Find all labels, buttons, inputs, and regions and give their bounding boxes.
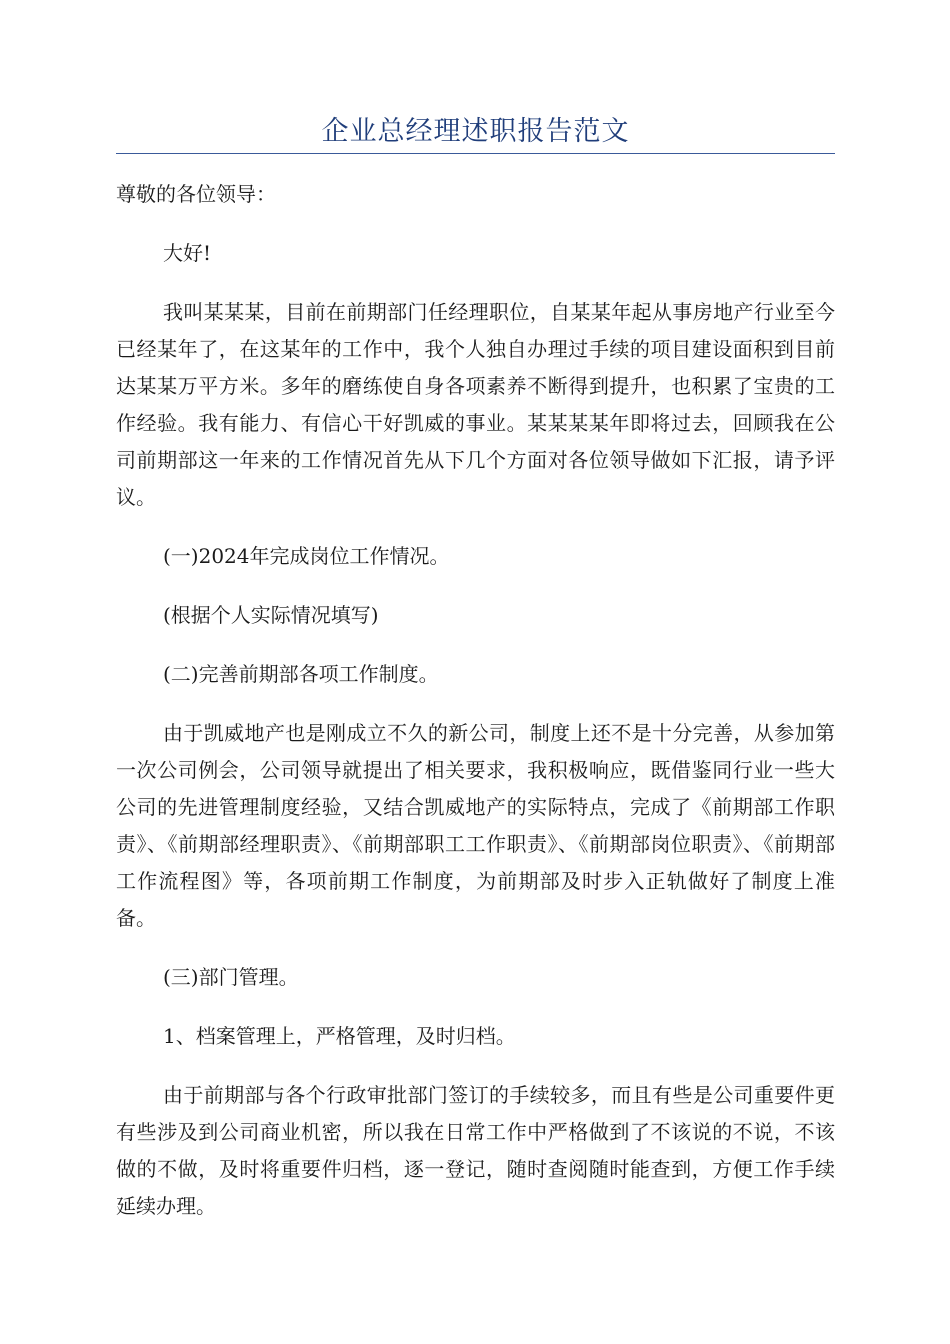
- salutation: 尊敬的各位领导：: [116, 182, 276, 206]
- sub-heading: 1、档案管理上，严格管理，及时归档。: [163, 1024, 516, 1048]
- section-heading: (二)完善前期部各项工作制度。: [163, 662, 439, 686]
- body-paragraph: 由于前期部与各个行政审批部门签订的手续较多，而且有些是公司重要件更有些涉及到公司商业机密，所以我在日常工作中严格做到了不该说的不说，不该做的不做，及时将重要件归档，逐一登记，随时查阅随时能查到，方便工作手续延续办理。: [116, 1083, 835, 1218]
- body-paragraph: (根据个人实际情况填写): [163, 603, 379, 627]
- document-title: 企业总经理述职报告范文: [321, 116, 630, 147]
- body-paragraph: 我叫某某某，目前在前期部门任经理职位，自某某年起从事房地产行业至今已经某年了，在这某年的工作中，我个人独自办理过手续的项目建设面积到目前达某某万平方米。多年的磨练使自身各项素养不断得到提升，也积累了宝贵的工作经验。我有能力、有信心干好凯威的事业。某某某某年即将过去，回顾我在公司前期部这一年来的工作情况首先从下几个方面对各位领导做如下汇报，请予评议。: [116, 300, 835, 509]
- document-body: [116, 176, 835, 1247]
- title-underline: [116, 153, 835, 154]
- body-paragraph: 由于凯威地产也是刚成立不久的新公司，制度上还不是十分完善，从参加第一次公司例会，公司领导就提出了相关要求，我积极响应，既借鉴同行业一些大公司的先进管理制度经验，又结合凯威地产的实际特点，完成了《前期部工作职责》、《前期部经理职责》、《前期部职工工作职责》、《前期部岗位职责》、《前期部工作流程图》等，各项前期工作制度，为前期部及时步入正轨做好了制度上准备。: [116, 721, 835, 930]
- section-heading: (一)2024年完成岗位工作情况。: [163, 544, 450, 568]
- greeting: 大好!: [163, 241, 212, 265]
- section-heading: (三)部门管理。: [163, 965, 299, 989]
